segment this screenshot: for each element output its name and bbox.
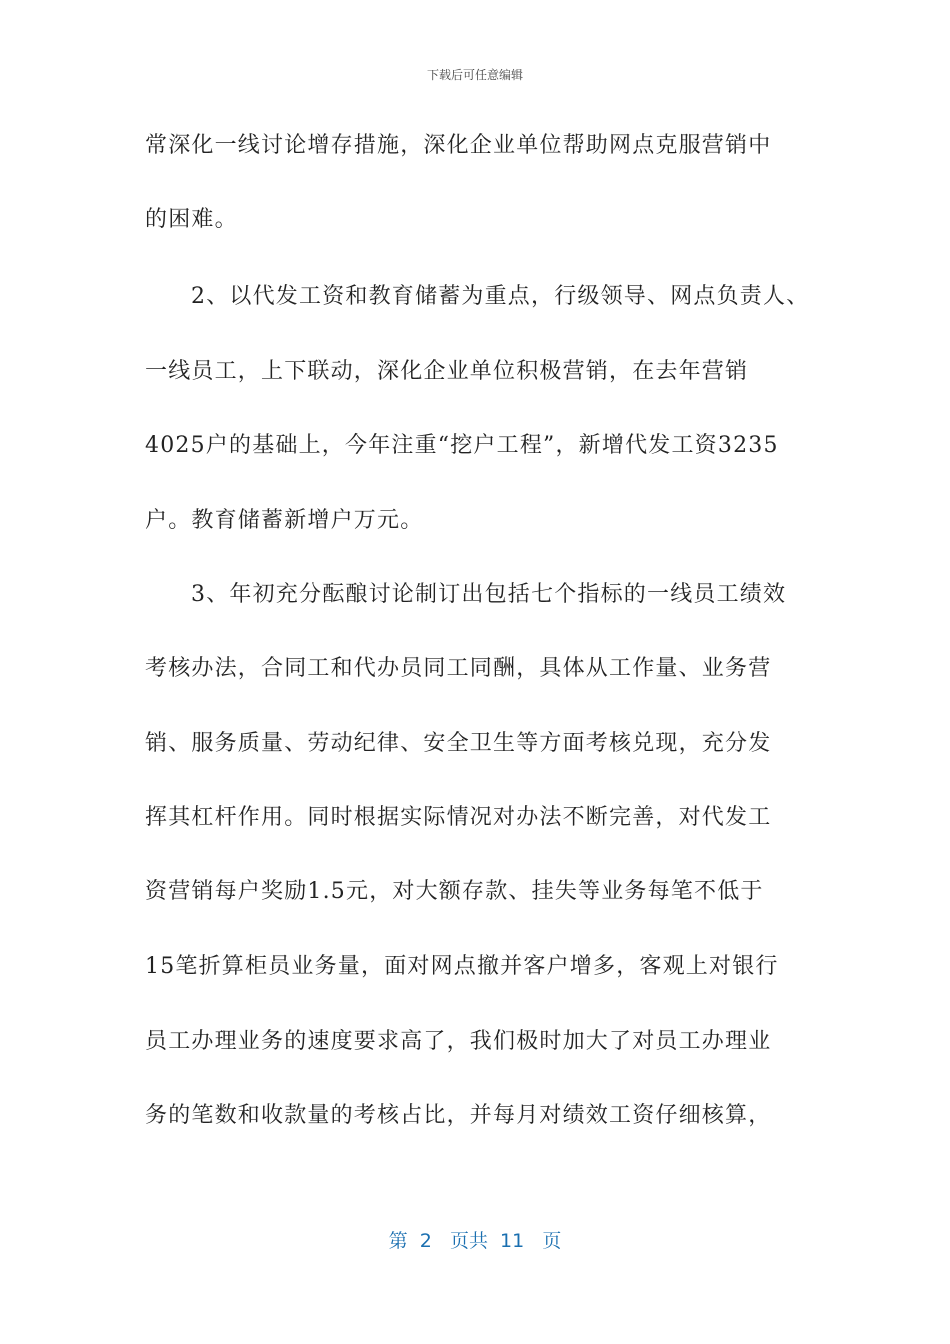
body-line-10: 挥其杠杆作用。同时根据实际情况对办法不断完善，对代发工 (145, 805, 772, 830)
body-line-1: 常深化一线讨论增存措施，深化企业单位帮助网点克服营销中 (145, 133, 772, 158)
body-line-11: 资营销每户奖励1.5元，对大额存款、挂失等业务每笔不低于 (145, 879, 764, 904)
body-line-4: 一线员工，上下联动，深化企业单位积极营销，在去年营销 (145, 359, 749, 384)
body-line-6: 户。教育储蓄新增户万元。 (145, 508, 424, 533)
body-line-7: 3、年初充分酝酿讨论制订出包括七个指标的一线员工绩效 (191, 582, 787, 607)
body-line-5: 4025户的基础上，今年注重“挖户工程”，新增代发工资3235 (145, 433, 779, 458)
body-line-3: 2、以代发工资和教育储蓄为重点，行级领导、网点负责人、 (191, 284, 810, 309)
body-line-2: 的困难。 (145, 207, 238, 232)
body-line-12: 15笔折算柜员业务量，面对网点撤并客户增多，客观上对银行 (145, 954, 779, 979)
body-line-9: 销、服务质量、劳动纪律、安全卫生等方面考核兑现，充分发 (145, 731, 772, 756)
page-number-footer: 第 2 页共 11 页 (388, 1230, 562, 1252)
header-note: 下载后可任意编辑 (426, 68, 523, 82)
body-line-14: 务的笔数和收款量的考核占比，并每月对绩效工资仔细核算， (145, 1103, 772, 1128)
body-line-8: 考核办法，合同工和代办员同工同酬，具体从工作量、业务营 (145, 656, 772, 681)
body-line-13: 员工办理业务的速度要求高了，我们极时加大了对员工办理业 (145, 1029, 772, 1054)
